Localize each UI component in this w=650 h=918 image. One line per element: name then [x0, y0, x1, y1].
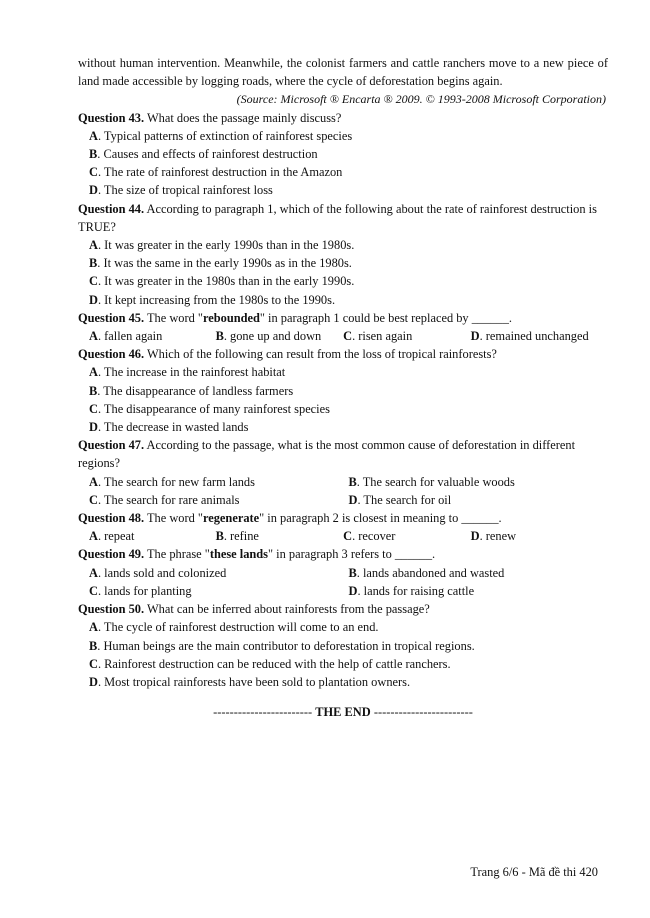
option-48-c: C. recover: [343, 529, 396, 544]
option-44-a: A. It was greater in the early 1990s than in the 1980s.: [89, 238, 355, 253]
question-number: Question 50.: [78, 602, 145, 617]
question-text: Which of the following can result from the loss of tropical rainforests?: [144, 347, 497, 362]
question-text: According to the passage, what is the most common cause of deforestation in different regions?: [78, 438, 576, 471]
question-45: Question 45. The word "rebounded" in paragraph 1 could be best replaced by ______.: [78, 310, 512, 325]
option-44-c: C. It was greater in the 1980s than in the early 1990s.: [89, 274, 355, 289]
question-number: Question 43.: [78, 110, 145, 125]
page-footer: Trang 6/6 - Mã đề thi 420: [470, 865, 598, 879]
question-46: [78, 345, 608, 363]
option-50-b: B. Human beings are the main contributor to deforestation in tropical regions.: [89, 638, 475, 653]
option-48-b: B. refine: [215, 529, 259, 544]
passage-tail: without human intervention. Meanwhile, the colonist farmers and cattle ranchers move to a new piece of land made accessible by logging roads, where the cycle of deforestation begins again.: [78, 56, 608, 89]
option-44-b: B. It was the same in the early 1990s as in the 1980s.: [89, 256, 352, 271]
target-word: regenerate: [202, 511, 260, 526]
options-row-49-ab: [78, 564, 608, 582]
option-49-b: B. lands abandoned and wasted: [348, 565, 505, 580]
option-50-a: A. The cycle of rainforest destruction will come to an end.: [89, 620, 379, 635]
option-50-d: D. Most tropical rainforests have been sold to plantation owners.: [89, 674, 411, 689]
option-49-a: A. lands sold and colonized: [89, 565, 227, 580]
option-46-c: C. The disappearance of many rainforest species: [89, 401, 330, 416]
question-50: [78, 600, 608, 618]
option-45-d: D. remained unchanged: [470, 329, 589, 344]
options-row-49-cd: [78, 582, 608, 600]
the-end-marker: ------------------------ THE END ------------------------: [213, 705, 473, 720]
question-number: Question 45.: [78, 310, 145, 325]
options-row-47-ab: [78, 473, 608, 491]
question-number: Question 47.: [78, 438, 145, 453]
option-46-a: A. The increase in the rainforest habitat: [89, 365, 286, 380]
question-48: Question 48. The word "regenerate" in paragraph 2 is closest in meaning to ______.: [78, 511, 502, 526]
option-47-c: C. The search for rare animals: [89, 492, 240, 507]
question-49: Question 49. The phrase "these lands" in paragraph 3 refers to ______.: [78, 547, 436, 562]
option-44-d: D. It kept increasing from the 1980s to the 1990s.: [89, 292, 336, 307]
question-44: [78, 200, 608, 236]
option-43-c: C. The rate of rainforest destruction in the Amazon: [89, 165, 343, 180]
options-row-48: [78, 527, 608, 545]
option-48-a: A. repeat: [89, 529, 135, 544]
option-49-d: D. lands for raising cattle: [348, 583, 475, 598]
target-word: rebounded: [202, 310, 260, 325]
option-45-c: C. risen again: [343, 329, 413, 344]
options-row-47-cd: [78, 491, 608, 509]
option-43-a: A. Typical patterns of extinction of rainforest species: [89, 128, 353, 143]
option-48-d: D. renew: [470, 529, 517, 544]
question-text: According to paragraph 1, which of the following about the rate of rainforest destruction is TRUE?: [78, 201, 597, 234]
options-row-45: [78, 327, 608, 345]
option-43-d: D. The size of tropical rainforest loss: [89, 183, 273, 198]
option-46-d: D. The decrease in wasted lands: [89, 420, 249, 435]
option-50-c: C. Rainforest destruction can be reduced with the help of cattle ranchers.: [89, 656, 451, 671]
option-47-a: A. The search for new farm lands: [89, 474, 255, 489]
option-47-d: D. The search for oil: [348, 492, 452, 507]
question-number: Question 49.: [78, 547, 145, 562]
target-phrase: these lands: [209, 547, 269, 562]
option-43-b: B. Causes and effects of rainforest destruction: [89, 147, 318, 162]
passage-source: (Source: Microsoft ® Encarta ® 2009. © 1993-2008 Microsoft Corporation): [236, 92, 606, 107]
exam-page: [78, 54, 608, 721]
option-49-c: C. lands for planting: [89, 583, 192, 598]
question-47: [78, 436, 608, 472]
question-number: Question 48.: [78, 511, 145, 526]
question-43: [78, 109, 608, 127]
question-text: What can be inferred about rainforests from the passage?: [144, 602, 430, 617]
option-45-b: B. gone up and down: [215, 329, 322, 344]
question-number: Question 44.: [78, 201, 145, 216]
option-45-a: A. fallen again: [89, 329, 163, 344]
option-46-b: B. The disappearance of landless farmers: [89, 383, 294, 398]
option-47-b: B. The search for valuable woods: [348, 474, 515, 489]
question-text: What does the passage mainly discuss?: [144, 110, 342, 125]
question-number: Question 46.: [78, 347, 145, 362]
